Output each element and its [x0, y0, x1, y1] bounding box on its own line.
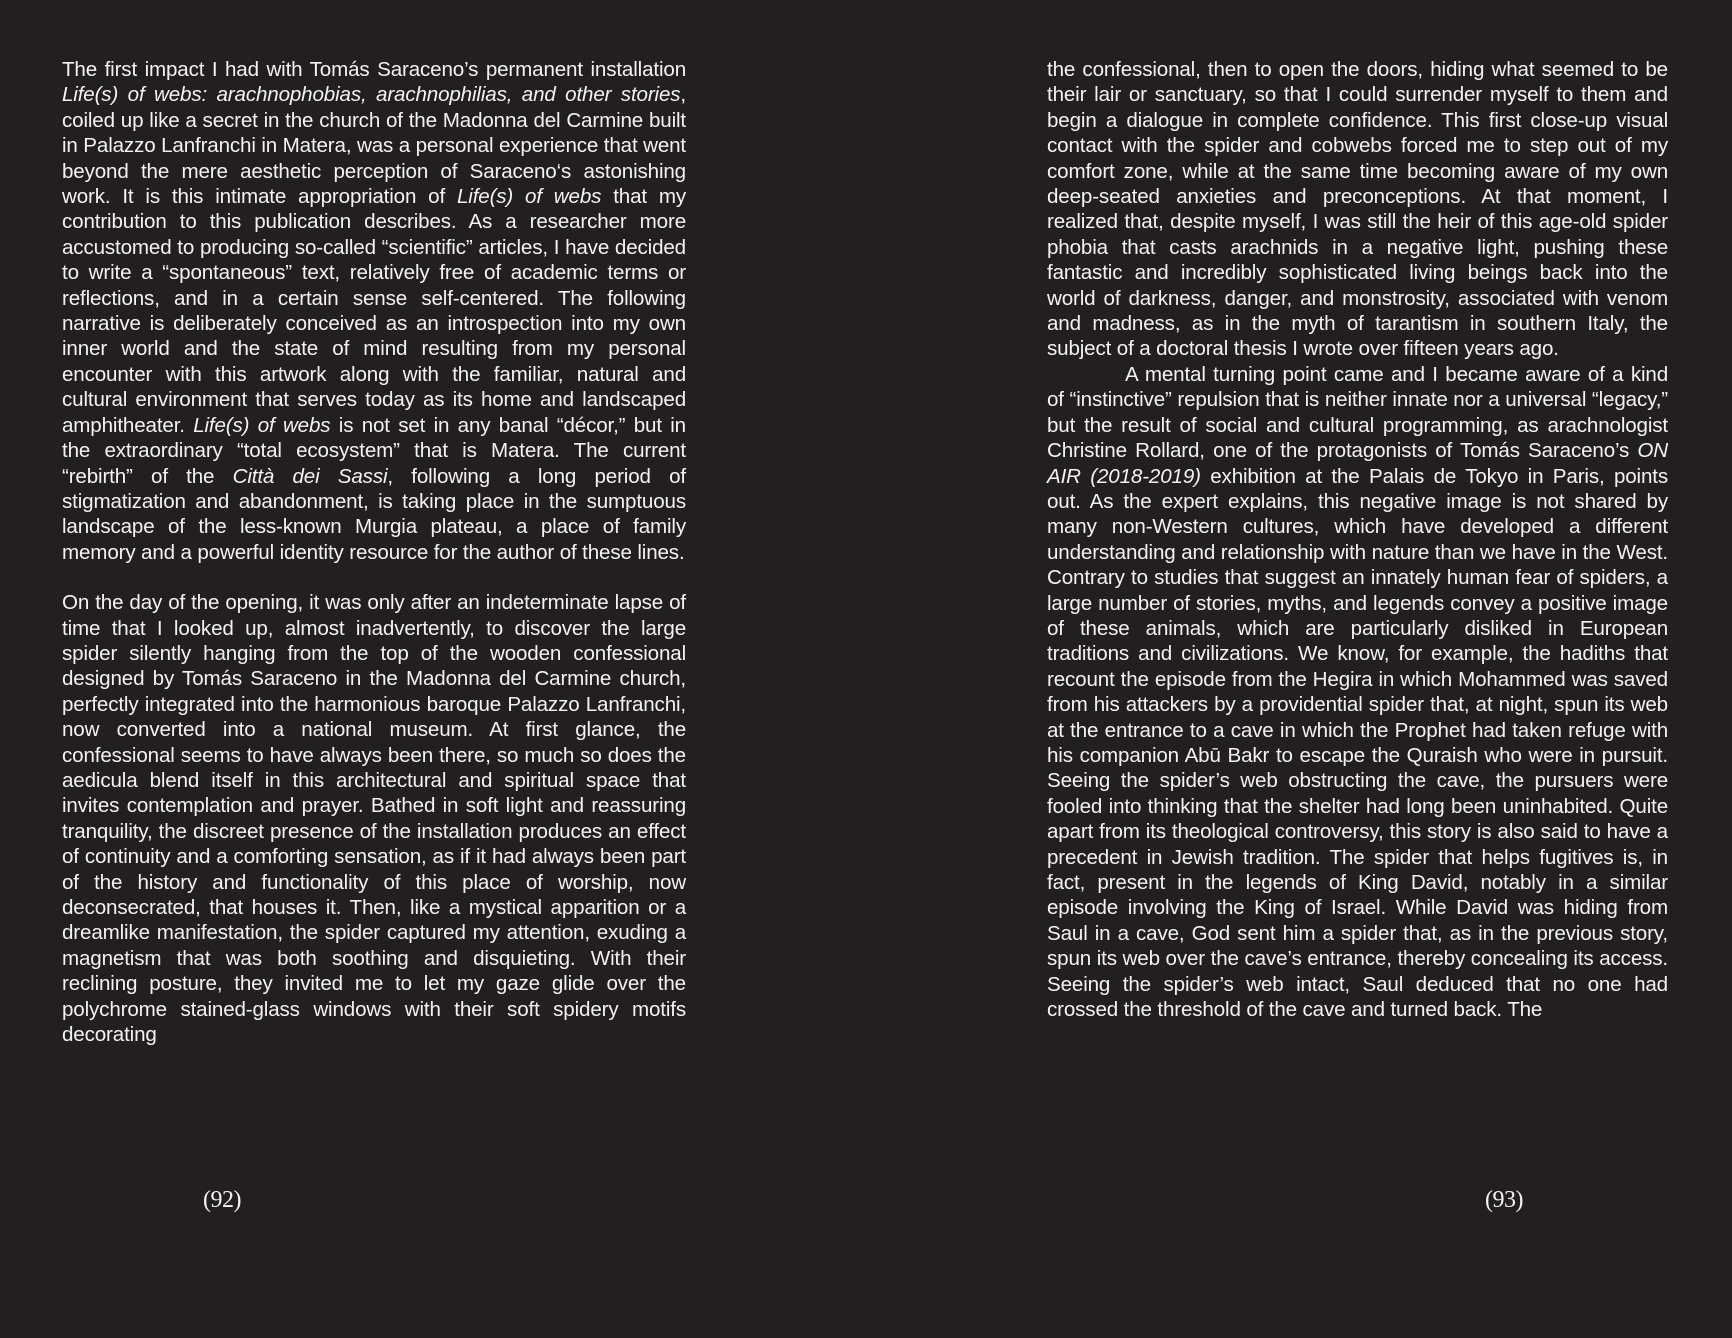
- text-run: The first impact I had with Tomás Saraceno’s permanent installation: [62, 58, 686, 81]
- right-text-column: [1047, 57, 1668, 1022]
- page-number-left: (92): [203, 1187, 241, 1213]
- artwork-title: Life(s) of webs: [193, 413, 331, 437]
- text-run: that my contribution to this publication describes. As a researcher more accustomed to producing so-called “scientific” articles, I have decided to write a “spontaneous” text, relatively free of academic terms or reflections, and in a certain sense self-centered. The following narrative is deliberately conceived as an introspection into my own inner world and the state of mind resulting from my personal encounter with this artwork along with the familiar, natural and cultural environment that serves today as its home and landscaped amphitheater.: [62, 185, 686, 437]
- text-run: , coiled up like a secret in the church of the Madonna del Carmine built in Palazzo Lanfranchi in Matera, was a personal experience that went beyond the mere aesthetic perception of Saraceno‘s astonishing work. It is this intimate appropriation of: [62, 83, 686, 209]
- left-paragraph-1: [62, 57, 686, 565]
- right-paragraph-1: the confessional, then to open the doors, hiding what seemed to be their lair or sanctuary, so that I could surrender myself to them and begin a dialogue in complete confidence. This first close-up visual contact with the spider and cobwebs forced me to step out of my comfort zone, while at the same time becoming aware of my own deep-seated anxieties and preconceptions. At that moment, I realized that, despite myself, I was still the heir of this age-old spider phobia that casts arachnids in a negative light, pushing these fantastic and incredibly sophisticated living beings back into the world of darkness, danger, and monstrosity, associated with venom and madness, as in the myth of tarantism in southern Italy, the subject of a doctoral thesis I wrote over fifteen years ago.: [1047, 58, 1668, 361]
- text-run: is not set in any banal “décor,” but in the extraordinary “total ecosystem” that is Matera. The current “rebirth” of the: [62, 413, 686, 488]
- artwork-title: Life(s) of webs: arachnophobias, arachnophilias, and other stories: [62, 83, 681, 107]
- place-name: Città dei Sassi: [232, 464, 388, 488]
- text-run: A mental turning point came and I became aware of a kind of “instinctive” repulsion that is neither innate nor a universal “legacy,” but the result of social and cultural programming, as arachnologist Christine Rollard, one of the protagonists of Tomás Saraceno’s: [1047, 362, 1668, 463]
- exhibition-title: ON AIR (2018-2019): [1047, 439, 1668, 488]
- right-page: [866, 0, 1732, 1338]
- left-paragraph-2: On the day of the opening, it was only after an indeterminate lapse of time that I looked up, almost inadvertently, to discover the large spider silently hanging from the top of the wooden confessional designed by Tomás Saraceno in the Madonna del Carmine church, perfectly integrated into the harmonious baroque Palazzo Lanfranchi, now converted into a national museum. At first glance, the confessional seems to have always been there, so much so does the aedicula blend itself in this architectural and spiritual space that invites contemplation and prayer. Bathed in soft light and reassuring tranquility, the discreet presence of the installation produces an effect of continuity and a comforting sensation, as if it had always been part of the history and functionality of this place of worship, now deconsecrated, that houses it. Then, like a mystical apparition or a dreamlike manifestation, the spider captured my attention, exuding a magnetism that was both soothing and disquieting. With their reclining posture, they invited me to let my gaze glide over the polychrome stained-glass windows with their soft spidery motifs decorating: [62, 591, 686, 1047]
- text-run: , following a long period of stigmatization and abandonment, is taking place in the sumptuous landscape of the less-known Murgia plateau, a place of family memory and a powerful identity resource for the author of these lines.: [62, 464, 686, 564]
- left-text-column: [62, 57, 686, 1047]
- right-paragraph-2: [1047, 362, 1668, 1023]
- text-run: exhibition at the Palais de Tokyo in Paris, points out. As the expert explains, this negative image is not shared by many non-Western cultures, which have developed a different understanding and relationship with nature than we have in the West. Contrary to studies that suggest an innately human fear of spiders, a large number of stories, myths, and legends convey a positive image of these animals, which are particularly disliked in European traditions and civilizations. We know, for example, the hadiths that recount the episode from the Hegira in which Mohammed was saved from his attackers by a providential spider that, at night, spun its web at the entrance to a cave in which the Prophet had taken refuge with his companion Abū Bakr to escape the Quraish who were in pursuit. Seeing the spider’s web obstructing the cave, the pursuers were fooled into thinking that the shelter had long been uninhabited. Quite apart from its theological controversy, this story is also said to have a precedent in Jewish tradition. The spider that helps fugitives is, in fact, present in the legends of King David, notably in a similar episode involving the King of Israel. While David was hiding from Saul in a cave, God sent him a spider that, as in the previous story, spun its web over the cave’s entrance, thereby concealing its access. Seeing the spider’s web intact, Saul deduced that no one had crossed the threshold of the cave and turned back. The: [1047, 464, 1668, 1022]
- page-number-right: (93): [1485, 1187, 1523, 1213]
- artwork-title: Life(s) of webs: [456, 185, 602, 209]
